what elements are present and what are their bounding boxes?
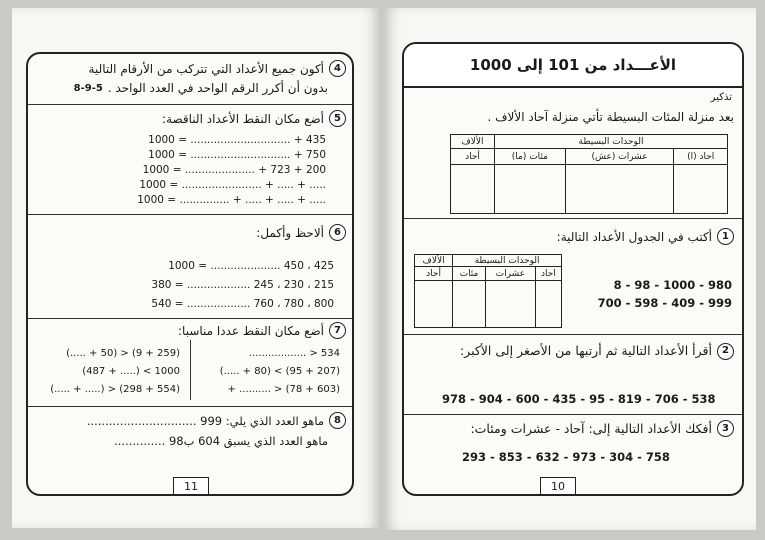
- question-8: [28, 406, 352, 460]
- group-header-simple: الوحدات البسيطة: [494, 135, 727, 149]
- column-header: احاد: [535, 267, 561, 281]
- question-number: 6: [329, 224, 346, 241]
- fill-line: ..... + ..... + ..... + ............... = 1000: [137, 194, 326, 206]
- column-header: أحاد: [451, 149, 495, 165]
- question-7: [28, 318, 352, 407]
- column-header: مئات (ما): [494, 149, 565, 165]
- column-header: احاد (ا): [674, 149, 728, 165]
- fill-line: 435 + .............................. = 1000: [148, 134, 326, 146]
- question-8-line2: ماهو العدد الذي يسبق 604 ب98 ..............: [114, 434, 328, 448]
- question-8-line1: ماهو العدد الذي يلي: 999 ..............................: [86, 413, 324, 428]
- question-text: أفكك الأعداد التالية إلى: آحاد - عشرات ومئات:: [470, 421, 712, 436]
- question-1: [404, 218, 742, 335]
- inequality: (207 + 95) > (80 + .....): [219, 366, 340, 377]
- column-header: عشرات (عش): [565, 149, 674, 165]
- reminder-label: تذكير: [710, 92, 732, 103]
- page-title: الأعـــداد من 101 إلى 1000: [404, 44, 742, 88]
- inequality: (259 + 9) < (50 + .....): [66, 348, 180, 359]
- table-cell[interactable]: [535, 281, 561, 328]
- numbers-line2: 700 - 598 - 409 - 999: [597, 296, 732, 310]
- digits: 8-9-5: [73, 82, 103, 94]
- question-number: 2: [717, 343, 734, 360]
- table-cell[interactable]: [494, 165, 565, 214]
- page-number: 11: [173, 477, 209, 495]
- fill-line: 750 + .............................. = 1000: [148, 149, 326, 161]
- pattern-line: 215 ، 230 ، 245 ................... = 380: [151, 279, 334, 291]
- question-number: 3: [717, 420, 734, 437]
- table-cell[interactable]: [415, 281, 453, 328]
- question-number: 5: [329, 110, 346, 127]
- question-number: 7: [329, 322, 346, 339]
- group-header-simple: الوحدات البسيطة: [453, 255, 562, 267]
- column-header: أحاد: [415, 267, 453, 281]
- question-number: 8: [329, 412, 346, 429]
- numbers-line: 978 - 904 - 600 - 435 - 95 - 819 - 706 - 538: [442, 392, 716, 406]
- group-header-thousands: الألاف: [451, 135, 495, 149]
- question-6: [28, 214, 352, 319]
- table-cell[interactable]: [565, 165, 674, 214]
- table-cell[interactable]: [674, 165, 728, 214]
- fill-line: ..... + ..... + ........................ = 1000: [139, 179, 326, 191]
- reminder-text: بعد منزلة المئات البسيطة تأتي منزلة آحاد الألاف .: [487, 110, 734, 124]
- inequality: (554 + 298) < (..... + .....): [50, 384, 180, 395]
- inequality: 1000 > (..... + 487): [82, 366, 180, 377]
- fill-line: 200 + 723 + ..................... = 1000: [142, 164, 326, 176]
- page-number: 10: [540, 477, 576, 495]
- question-4: [28, 54, 352, 105]
- column-header: عشرات: [485, 267, 535, 281]
- right-page-frame: [402, 42, 744, 496]
- left-page-frame: [26, 52, 354, 496]
- group-header-thousands: الألاف: [415, 255, 453, 267]
- left-page: [12, 8, 380, 528]
- question-5: [28, 104, 352, 215]
- question-4-line2: بدون أن أكرر الرقم الواحد في العدد الواحد .: [107, 81, 328, 95]
- table-cell[interactable]: [485, 281, 535, 328]
- question-number: 1: [717, 228, 734, 245]
- inequality: (603 + 78) < .......... +: [227, 384, 340, 395]
- numbers-line: 293 - 853 - 632 - 973 - 304 - 758: [462, 450, 670, 464]
- place-value-table: [414, 254, 562, 328]
- column-header: مئات: [453, 267, 486, 281]
- question-text: أضع مكان النقط عددا مناسبا:: [178, 323, 324, 338]
- question-text: أكتب في الجدول الأعداد التالية:: [556, 229, 712, 244]
- place-value-table: [450, 134, 728, 214]
- column-divider: [190, 340, 191, 400]
- inequality: 534 < ..................: [248, 348, 340, 359]
- question-number: 4: [329, 60, 346, 77]
- question-2: [404, 334, 742, 415]
- pattern-line: 425 ، 450 ..................... = 1000: [168, 260, 334, 272]
- question-4-line1: أكون جميع الأعداد التي تتركب من الأرقام التالية: [88, 61, 324, 76]
- table-cell[interactable]: [451, 165, 495, 214]
- numbers-line1: 8 - 98 - 1000 - 980: [613, 278, 732, 292]
- reminder-section: [404, 88, 742, 219]
- question-text: أضع مكان النقط الأعداد الناقصة:: [162, 111, 324, 126]
- question-text: ألاحظ وأكمل:: [256, 225, 324, 240]
- question-3: [404, 414, 742, 476]
- pattern-line: 800 ، 780 ، 760 ................... = 540: [151, 298, 334, 310]
- table-cell[interactable]: [453, 281, 486, 328]
- question-text: أقرأ الأعداد التالية ثم أرتبها من الأصغر إلى الأكبر:: [459, 343, 712, 358]
- right-page: [384, 8, 756, 530]
